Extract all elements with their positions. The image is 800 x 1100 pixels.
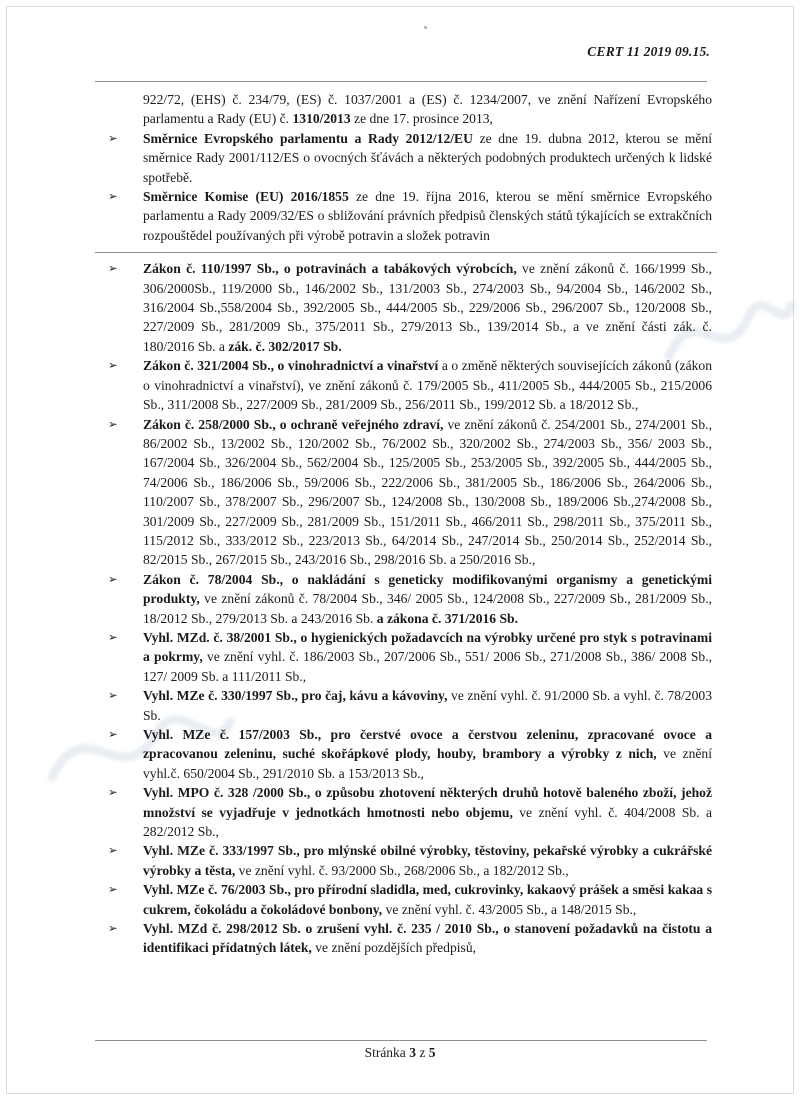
of-label: z	[419, 1045, 426, 1060]
document-code: CERT 11 2019 09.15.	[587, 44, 710, 59]
arrow-bullet-icon: ➢	[108, 571, 118, 586]
list-item	[100, 129, 712, 187]
list-item	[100, 570, 712, 628]
header-divider	[95, 81, 707, 82]
item-text: Vyhl. MZd č. 298/2012 Sb. o zrušení vyhl. č. 235 / 2010 Sb., o stanovení požadavků na čistotu a identifikaci přídatných látek, ve znění pozdějších předpisů,	[143, 921, 712, 956]
arrow-bullet-icon: ➢	[108, 261, 118, 276]
item-text: Zákon č. 78/2004 Sb., o nakládání s geneticky modifikovanými organismy a genetickými produkty, ve znění zákonů č. 78/2004 Sb., 346/ 2005 Sb., 124/2008 Sb., 227/2009 Sb., 281/2009 Sb., 18/2012 Sb., 279/2013 Sb. a 243/2016 Sb. a zákona č. 371/2016 Sb.	[143, 571, 712, 626]
item-text: Zákon č. 258/2000 Sb., o ochraně veřejného zdraví, ve znění zákonů č. 254/2001 Sb., 274/2001 Sb., 86/2002 Sb., 13/2002 Sb., 120/2002 Sb., 76/2002 Sb., 320/2002 Sb., 274/2003 Sb., 356/ 2003 Sb., 167/2004 Sb., 326/2004 Sb., 562/2004 Sb., 125/2005 Sb., 253/2005 Sb., 392/2005 Sb., 444/2005 Sb., 74/2006 Sb., 186/2006 Sb., 59/2006 Sb., 222/2006 Sb., 381/2005 Sb., 186/2006 Sb., 264/2006 Sb., 110/2007 Sb., 378/2007 Sb., 296/2007 Sb., 124/2008 Sb., 130/2008 Sb., 189/2006 Sb.,274/2008 Sb., 301/2009 Sb., 227/2009 Sb., 281/2009 Sb., 151/2011 Sb., 466/2011 Sb., 298/2011 Sb., 375/2011 Sb., 115/2012 Sb., 333/2012 Sb., 223/2013 Sb., 64/2014 Sb., 247/2014 Sb., 250/2014 Sb., 252/2014 Sb., 82/2015 Sb., 267/2015 Sb., 243/2016 Sb., 298/2016 Sb. a 250/2016 Sb.,	[143, 416, 712, 568]
item-text: Zákon č. 110/1997 Sb., o potravinách a tabákových výrobcích, ve znění zákonů č. 166/1999 Sb., 306/2000Sb., 119/2000 Sb., 146/2002 Sb., 131/2003 Sb., 274/2003 Sb., 94/2004 Sb., 146/2002 Sb., 316/2004 Sb.,558/2004 Sb., 392/2005 Sb., 444/2005 Sb., 229/2006 Sb., 296/2007 Sb., 120/2008 Sb., 227/2009 Sb., 281/2009 Sb., 375/2011 Sb., 279/2013 Sb., 139/2014 Sb., a ve znění části zák. č. 180/2016 Sb. a zák. č. 302/2017 Sb.	[143, 261, 712, 354]
list-item	[100, 415, 712, 570]
list-item	[100, 628, 712, 686]
scan-dot-artifact	[424, 26, 427, 29]
arrow-bullet-icon: ➢	[108, 882, 118, 897]
arrow-bullet-icon: ➢	[108, 727, 118, 741]
item-text: Vyhl. MZe č. 333/1997 Sb., pro mlýnské obilné výrobky, těstoviny, pekařské výrobky a cukrářské výrobky a těsta, ve znění vyhl. č. 93/2000 Sb., 268/2006 Sb., a 182/2012 Sb.,	[143, 843, 712, 878]
total-pages: 5	[428, 1045, 436, 1060]
item-text: Vyhl. MZe č. 76/2003 Sb., pro přírodní sladidla, med, cukrovinky, kakaový prášek a směsi kakaa s cukrem, čokoládu a čokoládové bonbony, ve znění vyhl. č. 43/2005 Sb., a 148/2015 Sb.,	[143, 882, 712, 917]
arrow-bullet-icon: ➢	[108, 629, 118, 644]
list-item	[100, 356, 712, 414]
list-item	[100, 919, 712, 958]
page-number: 3	[409, 1045, 416, 1060]
arrow-bullet-icon: ➢	[108, 130, 118, 145]
item-text: Vyhl. MZd. č. 38/2001 Sb., o hygienických požadavcích na výrobky určené pro styk s potravinami a pokrmy, ve znění vyhl. č. 186/2003 Sb., 207/2006 Sb., 551/ 2006 Sb., 271/2008 Sb., 386/ 2008 Sb., 127/ 2009 Sb. a 111/2011 Sb.,	[143, 629, 712, 684]
list-item	[100, 880, 712, 919]
section-divider	[95, 252, 717, 253]
item-text: Zákon č. 321/2004 Sb., o vinohradnictví a vinařství a o změně některých souvisejících zákonů (zákon o vinohradnictví a vinařství), ve znění zákonů č. 179/2005 Sb., 411/2005 Sb., 444/2005 Sb., 215/2006 Sb., 311/2008 Sb., 227/2009 Sb., 281/2009 Sb., 256/2011 Sb., 199/2012 Sb. a 18/2012 Sb.,	[143, 358, 712, 413]
arrow-bullet-icon: ➢	[108, 785, 118, 800]
item-text: Směrnice Komise (EU) 2016/1855 ze dne 19. října 2016, kterou se mění směrnice Evropského parlamentu a Rady 2009/32/ES o sbližování právních předpisů členských států týkajících se extrakčních rozpouštědel používaných při výrobě potravin a složek potravin	[143, 189, 712, 243]
arrow-bullet-icon: ➢	[108, 358, 118, 373]
list-item	[100, 259, 712, 356]
item-text: Vyhl. MZe č. 157/2003 Sb., pro čerstvé ovoce a čerstvou zeleninu, zpracované ovoce a zpracovanou zeleninu, suché skořápkové plody, houby, brambory a výrobky z nich, ve znění vyhl.č. 650/2004 Sb., 291/2010 Sb. a 153/2013 Sb.,	[143, 727, 712, 781]
paragraph	[100, 90, 712, 129]
arrow-bullet-icon: ➢	[108, 921, 118, 936]
document-body	[100, 90, 712, 958]
bullet-spacer	[100, 90, 143, 129]
item-text: 922/72, (EHS) č. 234/79, (ES) č. 1037/2001 a (ES) č. 1234/2007, ve znění Nařízení Evropského parlamentu a Rady (EU) č. 1310/2013 ze dne 17. prosince 2013,	[143, 92, 712, 127]
list-item	[100, 841, 712, 880]
arrow-bullet-icon: ➢	[108, 416, 118, 431]
footer-divider	[95, 1040, 707, 1041]
page-indicator	[0, 1045, 800, 1061]
item-text: Vyhl. MPO č. 328 /2000 Sb., o způsobu zhotovení některých druhů hotově baleného zboží, jehož množství se vyjadřuje v jednotkách hmotnosti nebo objemu, ve znění vyhl. č. 404/2008 Sb. a 282/2012 Sb.,	[143, 785, 712, 840]
arrow-bullet-icon: ➢	[108, 843, 118, 858]
list-item	[100, 783, 712, 841]
list-item	[100, 725, 712, 783]
page-label: Stránka	[364, 1045, 406, 1060]
arrow-bullet-icon: ➢	[108, 688, 118, 703]
arrow-bullet-icon: ➢	[108, 189, 118, 204]
item-text: Směrnice Evropského parlamentu a Rady 2012/12/EU ze dne 19. dubna 2012, kterou se mění směrnice Rady 2001/112/ES o ovocných šťávách a některých podobných produktech určených k lidské spotřebě.	[143, 130, 712, 185]
list-item	[100, 686, 712, 725]
list-item	[100, 187, 712, 245]
item-text: Vyhl. MZe č. 330/1997 Sb., pro čaj, kávu a kávoviny, ve znění vyhl. č. 91/2000 Sb. a vyhl. č. 78/2003 Sb.	[143, 688, 712, 723]
